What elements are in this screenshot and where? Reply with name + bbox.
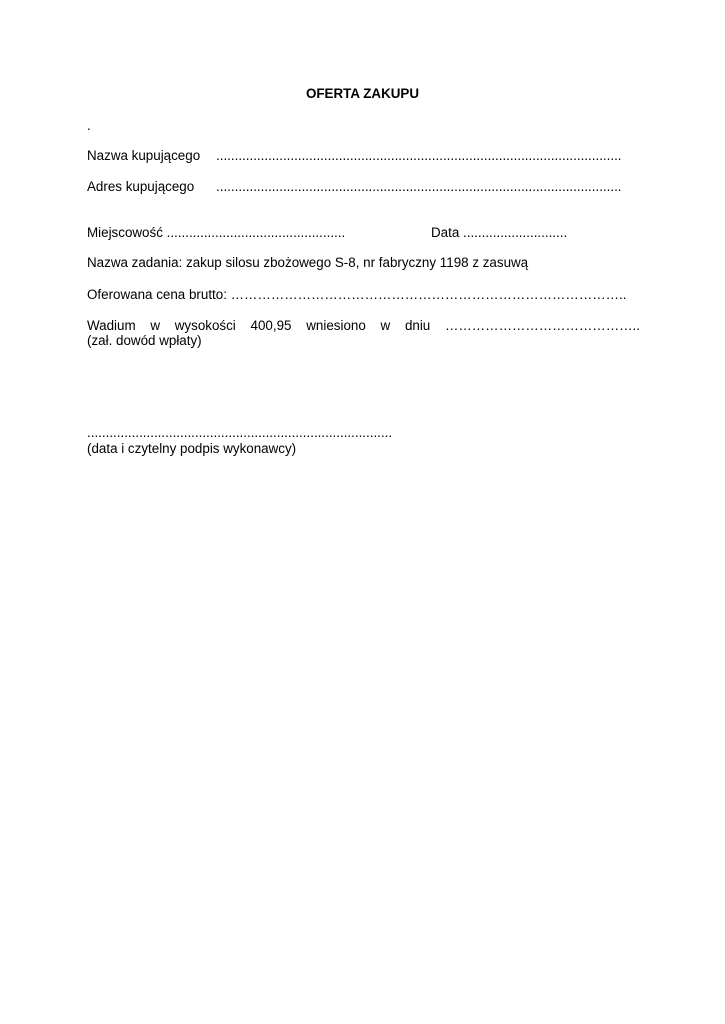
deposit-word: w (380, 318, 391, 333)
buyer-address-field: ............................................................................................................. (216, 179, 622, 194)
deposit-word: wniesiono (306, 318, 366, 333)
deposit-word: wysokości (174, 318, 236, 333)
document-title: OFERTA ZAKUPU (305, 86, 420, 101)
date-field: Data ............................ (431, 225, 568, 240)
offered-price-field: Oferowana cena brutto: …………………………………………………………………………….. (87, 287, 627, 302)
deposit-note: (zał. dowód wpłaty) (87, 333, 202, 348)
place-field: Miejscowość ................................................ (87, 225, 346, 240)
deposit-word: w (150, 318, 161, 333)
deposit-date-field: …………………………………….. (445, 318, 640, 333)
buyer-name-label: Nazwa kupującego (87, 148, 201, 163)
task-name: Nazwa zadania: zakup silosu zbożowego S-8, nr fabryczny 1198 z zasuwą (87, 255, 529, 270)
deposit-line (87, 318, 640, 334)
signature-line: .................................................................................. (87, 425, 393, 440)
place-row (87, 225, 345, 241)
buyer-name-row (87, 148, 622, 164)
date-row (431, 225, 567, 241)
buyer-name-field: ............................................................................................................. (216, 148, 622, 163)
deposit-amount: 400,95 (250, 318, 292, 333)
deposit-word: Wadium (87, 318, 136, 333)
buyer-address-label: Adres kupującego (87, 179, 195, 194)
stray-dot: . (87, 118, 91, 133)
buyer-address-row (87, 179, 622, 195)
signature-caption: (data i czytelny podpis wykonawcy) (87, 441, 297, 456)
deposit-word: dniu (404, 318, 431, 333)
